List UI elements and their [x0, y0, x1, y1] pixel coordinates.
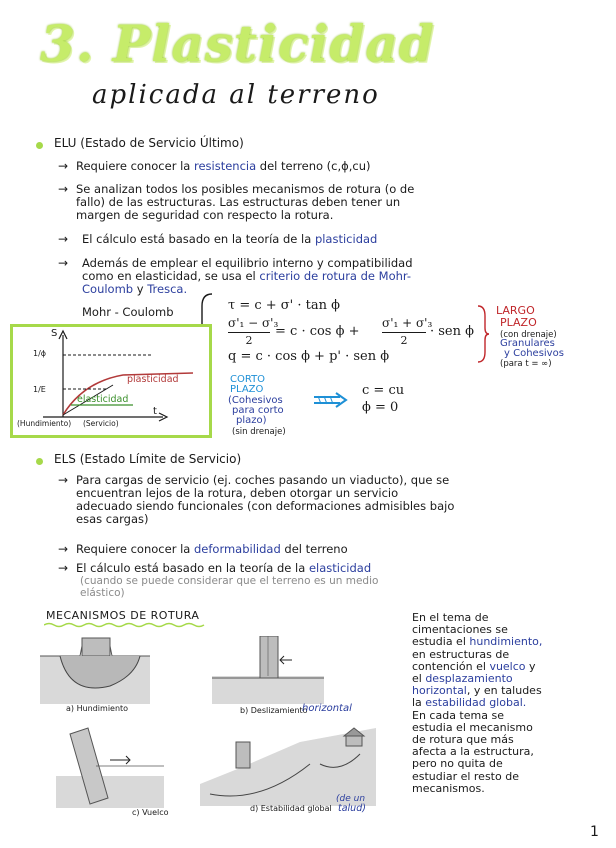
largo-plazo-title-1: LARGO [496, 304, 535, 317]
arrow-icon: → [58, 561, 69, 575]
els-item-1-line-2: encuentran lejos de la rotura, deben otorgar un servicio [76, 486, 399, 500]
elu-item-4-line-2: como en elasticidad, se usa el criterio de rotura de Mohr- [82, 269, 412, 283]
side-note-line: estudiar el resto de [412, 769, 519, 783]
arrow-icon: → [58, 182, 69, 196]
formula-mohr-coulomb: τ = c + σ' · tan ϕ [228, 298, 340, 313]
caption-c: c) Vuelco [132, 808, 169, 817]
corto-plazo-sub-3: plazo) [236, 415, 267, 426]
formula-c-cu: c = cu [362, 383, 405, 398]
page-subtitle: aplicada al terreno [92, 80, 380, 110]
els-item-3-line-2: (cuando se puede considerar que el terreno es un medio [80, 575, 379, 587]
els-item-1-line-4: esas cargas) [76, 512, 149, 526]
side-note-line: en estructuras de [412, 647, 510, 661]
elu-heading: ELU (Estado de Servicio Último) [54, 136, 244, 150]
stress-strain-graph [10, 324, 212, 438]
caption-d: d) Estabilidad global [250, 804, 332, 813]
formula-2-right-denominator: 2 [400, 334, 408, 347]
formula-2-left-denominator: 2 [245, 334, 253, 347]
largo-plazo-sub-3: y Cohesivos [504, 348, 564, 359]
side-note-line: horizontal, y en taludes [412, 684, 542, 698]
bullet-dot [36, 142, 43, 149]
formula-phi-zero: ϕ = 0 [362, 400, 399, 415]
mohr-coulomb-label: Mohr - Coulomb [82, 305, 174, 319]
corto-plazo-sub-1: (Cohesivos [228, 395, 283, 406]
graph-y1-label: 1/ϕ [33, 349, 47, 358]
elu-item-4-line-1: Además de emplear el equilibrio interno y compatibilidad [82, 256, 413, 270]
side-note-line: estudia el mecanismo [412, 720, 533, 734]
elu-item-2-line-3: margen de seguridad con respecto la rotura. [76, 208, 334, 222]
elu-item-1: Requiere conocer la resistencia del terreno (c,ϕ,cu) [76, 159, 371, 173]
deslizamiento-diagram [212, 636, 324, 704]
largo-plazo-title-2: PLAZO [500, 316, 537, 329]
side-note-line: En cada tema se [412, 708, 504, 722]
els-item-3-line-3: elástico) [80, 587, 125, 599]
arrow-icon: → [58, 256, 69, 270]
arrow-icon: → [58, 232, 69, 246]
side-note-line: contención el vuelco y [412, 659, 536, 673]
side-note-line: En el tema de [412, 611, 489, 624]
caption-b-extra: horizontal [302, 703, 352, 714]
side-note-line: pero no quita de [412, 757, 503, 771]
els-heading: ELS (Estado Límite de Servicio) [54, 452, 242, 466]
elu-item-2-line-1: Se analizan todos los posibles mecanismos de rotura (o de [76, 182, 415, 196]
double-arrow-icon [312, 392, 350, 408]
wavy-underline [44, 622, 210, 628]
caption-a: a) Hundimiento [66, 704, 129, 713]
vuelco-diagram [56, 726, 164, 808]
side-note-line: mecanismos. [412, 781, 485, 795]
largo-plazo-sub-4: (para t = ∞) [500, 359, 552, 369]
side-note-line: de rotura que más [412, 733, 514, 747]
elu-item-3: El cálculo está basado en la teoría de la plasticidad [82, 232, 378, 246]
side-note-line: el desplazamiento [412, 672, 513, 686]
formula-2-right-numerator: σ'₁ + σ'₃ [382, 316, 433, 330]
els-item-1-line-3: adecuado siendo funcionales (con deformaciones admisibles bajo [76, 499, 455, 513]
corto-plazo-title-1: CORTO [230, 374, 266, 385]
arrow-icon: → [58, 159, 69, 173]
caption-d-extra-1: (de un [336, 794, 366, 804]
elu-item-4-line-3: Coulomb y Tresca. [82, 282, 188, 296]
side-note-line: afecta a la estructura, [412, 745, 534, 759]
arrow-icon: → [58, 473, 69, 487]
fraction-bar [382, 332, 426, 333]
corto-plazo-title-2: PLAZO [230, 384, 264, 395]
caption-d-extra-2: talud) [338, 803, 366, 814]
side-note-line: estudia el hundimiento, [412, 635, 543, 649]
formula-2-middle: = c · cos ϕ + [275, 324, 360, 339]
graph-foot-2: (Servicio) [83, 419, 119, 428]
formula-2-left-numerator: σ'₁ − σ'₃ [228, 316, 279, 330]
graph-foot-1: (Hundimiento) [17, 419, 72, 428]
hundimiento-diagram [40, 636, 150, 704]
graph-y-label: S [51, 328, 58, 339]
graph-y2-label: 1/E [33, 385, 46, 394]
els-item-1-line-1: Para cargas de servicio (ej. coches pasando un viaducto), que se [76, 473, 450, 487]
red-brace-icon [476, 304, 490, 364]
corto-plazo-sub-4: (sin drenaje) [232, 427, 286, 437]
graph-plasticity-label: plasticidad [127, 374, 179, 385]
side-note-line: la estabilidad global. [412, 696, 527, 710]
mecanismos-heading: MECANISMOS DE ROTURA [46, 609, 200, 622]
els-item-2: Requiere conocer la deformabilidad del terreno [76, 542, 348, 556]
largo-plazo-sub-2: Granulares [500, 338, 555, 349]
els-item-3-line-1: El cálculo está basado en la teoría de la elasticidad [76, 561, 372, 575]
fraction-bar [228, 332, 270, 333]
arrow-icon: → [58, 542, 69, 556]
graph-elasticity-label: elasticidad [77, 394, 129, 405]
formula-2-end: · sen ϕ [430, 324, 474, 339]
formula-q-p: q = c · cos ϕ + p' · sen ϕ [228, 349, 390, 364]
graph-x-label: t [153, 406, 157, 417]
caption-b: b) Deslizamiento [240, 706, 308, 715]
largo-plazo-sub-1: (con drenaje) [500, 330, 557, 340]
bullet-dot [36, 458, 43, 465]
elu-item-2-line-2: fallo) de las estructuras. Las estructuras deben tener un [76, 195, 401, 209]
corto-plazo-sub-2: para corto [232, 405, 284, 416]
side-note [412, 612, 608, 795]
page-number: 1 [590, 824, 599, 840]
page-title: 3. Plasticidad [40, 14, 435, 73]
side-note-line: cimentaciones se [412, 623, 508, 637]
